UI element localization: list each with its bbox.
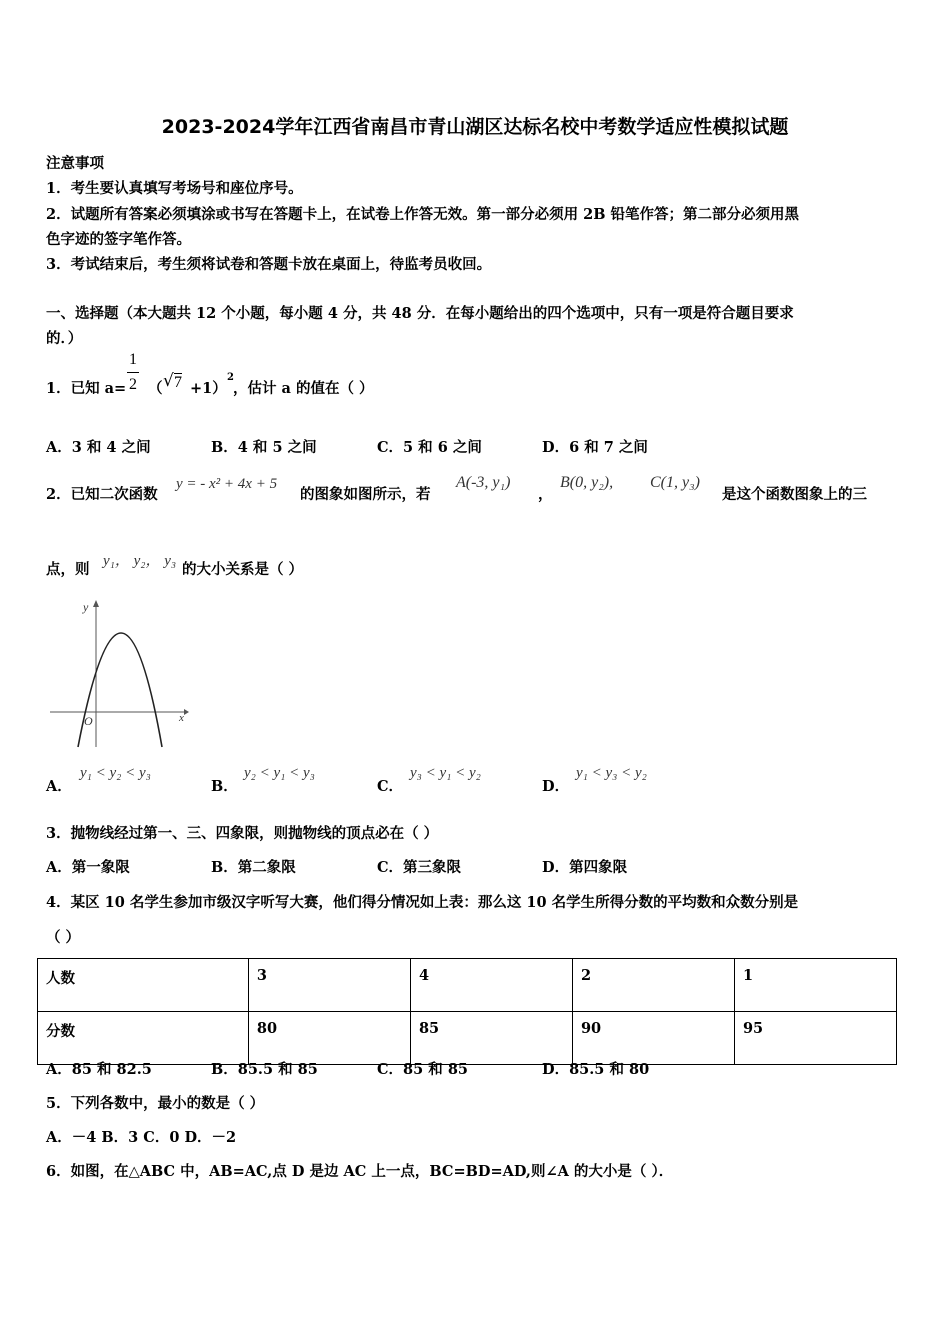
q3-option-c: C．第三象限 (377, 859, 462, 876)
x-axis-label: x (179, 712, 184, 724)
y-axis-label: y (83, 600, 89, 614)
notice-heading: 注意事项 (46, 155, 104, 172)
q1-option-c: C．5 和 6 之间 (377, 439, 482, 456)
table-cell: 80 (248, 1012, 410, 1065)
notice-item: 3．考试结束后，考生须将试卷和答题卡放在桌面上，待监考员收回。 (46, 256, 492, 273)
q3-option-a: A．第一象限 (46, 859, 130, 876)
q3-option-b: B．第二象限 (211, 859, 296, 876)
q2-option-d-letter: D． (542, 778, 570, 795)
q1-option-a: A．3 和 4 之间 (46, 439, 151, 456)
q2-parabola-graph (48, 595, 193, 750)
q2-point-b: B(0, y₂), (560, 474, 614, 491)
q5-options: A．－4 B．3 C．0 D．－2 (46, 1129, 237, 1146)
page-title: 2023-2024学年江西省南昌市青山湖区达标名校中考数学适应性模拟试题 (161, 116, 789, 138)
q2-point-c: C(1, y₃) (650, 474, 700, 491)
q1-open-paren: （ (148, 380, 163, 397)
q1-suffix: ，估计 a 的值在（ ） (233, 380, 374, 397)
table-cell: 2 (572, 959, 734, 1012)
q2-option-a-expr: y₁ < y₂ < y₃ (80, 765, 151, 781)
notice-item: 1．考生要认真填写考场号和座位序号。 (46, 180, 303, 197)
q2-option-a-letter: A． (46, 778, 72, 795)
parabola-curve (78, 633, 162, 747)
q2-mid: 的图象如图所示，若 (300, 486, 431, 503)
q4-option-c: C．85 和 85 (377, 1061, 468, 1078)
q1-prefix: 1．已知 a= (46, 380, 127, 397)
section-heading-cont: 的．） (46, 330, 83, 347)
q4-option-b: B．85.5 和 85 (211, 1061, 318, 1078)
q2-suffix: 是这个函数图象上的三 (722, 486, 867, 503)
table-cell: 85 (410, 1012, 572, 1065)
table-cell: 90 (572, 1012, 734, 1065)
q1-frac-den: 2 (129, 376, 137, 393)
table-row (38, 959, 897, 1012)
q1-power: 2 (227, 372, 234, 383)
q3-option-d: D．第四象限 (542, 859, 628, 876)
score-table (37, 958, 897, 1065)
q4-stem: 4．某区 10 名学生参加市级汉字听写大赛，他们得分情况如上表：那么这 10 名学生所得分数的平均数和众数分别是 (46, 894, 799, 911)
q1-option-b: B．4 和 5 之间 (211, 439, 317, 456)
origin-label: O (84, 714, 93, 728)
notice-item: 2．试题所有答案必须填涂或书写在答题卡上，在试卷上作答无效。第一部分必须用 2B 铅笔作答；第二部分必须用黑 (46, 206, 800, 223)
q1-sqrt-sign: √ (163, 371, 174, 391)
q2-option-b-letter: B． (211, 778, 238, 795)
table-cell: 人数 (38, 959, 249, 1012)
table-cell: 95 (734, 1012, 896, 1065)
q4-paren: （ ） (46, 929, 81, 946)
q2-option-c-expr: y₃ < y₁ < y₂ (410, 765, 481, 781)
q2-option-b-expr: y₂ < y₁ < y₃ (244, 765, 315, 781)
q4-option-a: A．85 和 82.5 (46, 1061, 152, 1078)
q4-option-d: D．85.5 和 80 (542, 1061, 650, 1078)
q3-stem: 3．抛物线经过第一、三、四象限，则抛物线的顶点必在（ ） (46, 825, 439, 842)
q2-option-c-letter: C． (377, 778, 404, 795)
q2-line2-prefix: 点，则 (46, 561, 90, 578)
q1-plus-one: +1） (190, 380, 227, 397)
q2-vars: y₁， y₂， y₃ (103, 553, 177, 569)
q2-function: y = - x² + 4x + 5 (176, 476, 278, 492)
section-heading: 一、选择题（本大题共 12 个小题，每小题 4 分，共 48 分．在每小题给出的四个选项中，只有一项是符合题目要求 (46, 305, 794, 322)
q1-frac-bar (127, 372, 139, 373)
table-row (38, 1012, 897, 1065)
q5-stem: 5．下列各数中，最小的数是（ ） (46, 1095, 265, 1112)
table-cell: 分数 (38, 1012, 249, 1065)
notice-item: 色字迹的签字笔作答。 (46, 231, 191, 248)
q2-point-a: A(-3, y₁) (456, 474, 511, 491)
q2-option-d-expr: y₁ < y₃ < y₂ (576, 765, 647, 781)
q1-option-d: D．6 和 7 之间 (542, 439, 648, 456)
table-cell: 1 (734, 959, 896, 1012)
q6-stem: 6．如图，在△ABC 中，AB=AC,点 D 是边 AC 上一点，BC=BD=AD,则∠A 的大小是（ ）． (46, 1163, 674, 1180)
q2-prefix: 2．已知二次函数 (46, 486, 158, 503)
q1-frac-num: 1 (129, 351, 137, 368)
q2-comma: ， (538, 486, 553, 503)
table-cell: 3 (248, 959, 410, 1012)
q1-radicand: 7 (174, 374, 182, 391)
table-cell: 4 (410, 959, 572, 1012)
q2-line2-suffix: 的大小关系是（ ） (182, 561, 304, 578)
